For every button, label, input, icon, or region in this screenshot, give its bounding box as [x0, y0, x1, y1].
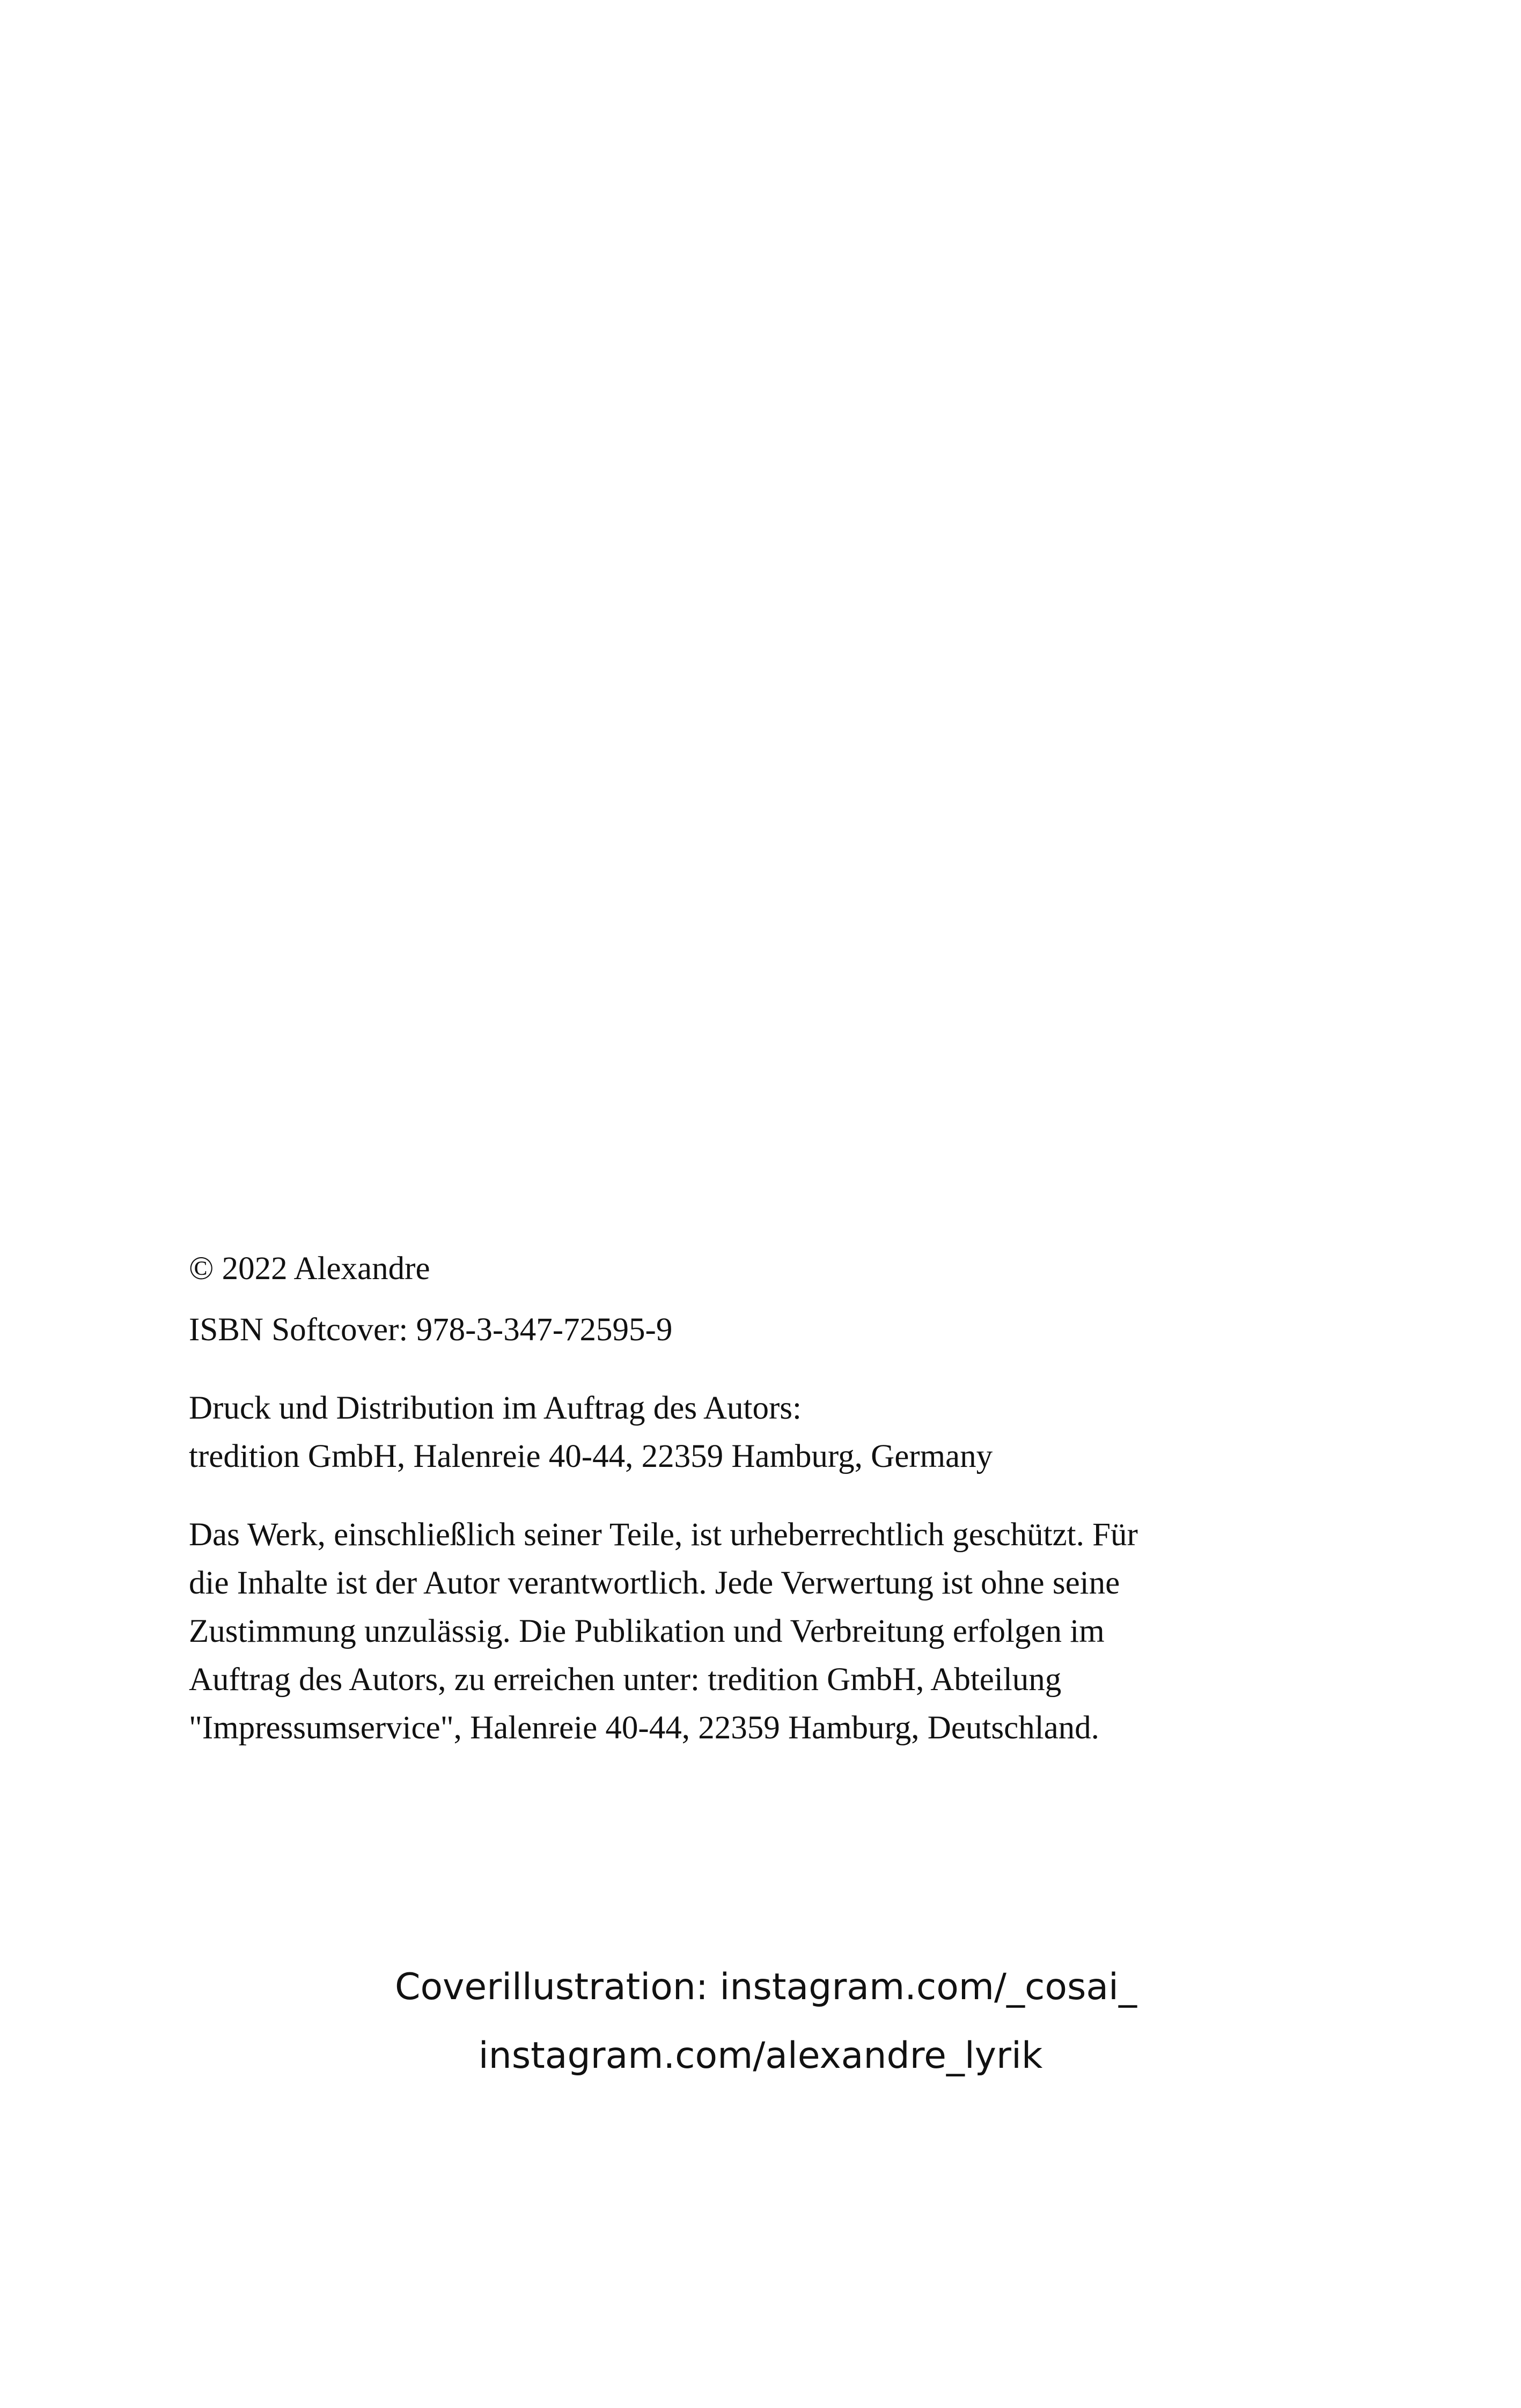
author-instagram-link: instagram.com/alexandre_lyrik — [478, 2035, 1043, 2077]
print-line: tredition GmbH, Halenreie 40-44, 22359 Hamburg, Germany — [189, 1438, 993, 1474]
legal-line: "Impressumservice", Halenreie 40-44, 22359 Hamburg, Deutschland. — [189, 1710, 1099, 1746]
legal-line: die Inhalte ist der Autor verantwortlich. Jede Verwertung ist ohne seine — [189, 1565, 1120, 1601]
print-line: Druck und Distribution im Auftrag des Autors: — [189, 1390, 802, 1426]
legal-line: Zustimmung unzulässig. Die Publikation und Verbreitung erfolgen im — [189, 1613, 1105, 1649]
legal-line: Auftrag des Autors, zu erreichen unter: tredition GmbH, Abteilung — [189, 1662, 1062, 1698]
print-distribution-block — [189, 1384, 1369, 1481]
credits-block — [0, 1953, 1521, 2090]
legal-notice-block — [189, 1511, 1369, 1752]
cover-illustration-credit: Coverillustration: instagram.com/_cosai_ — [395, 1966, 1137, 2008]
isbn-line: ISBN Softcover: 978-3-347-72595-9 — [189, 1312, 673, 1348]
copyright-line: © 2022 Alexandre — [189, 1251, 430, 1287]
legal-line: Das Werk, einschließlich seiner Teile, ist urheberrechtlich geschützt. Für — [189, 1517, 1138, 1553]
imprint-block — [189, 1245, 1369, 1752]
